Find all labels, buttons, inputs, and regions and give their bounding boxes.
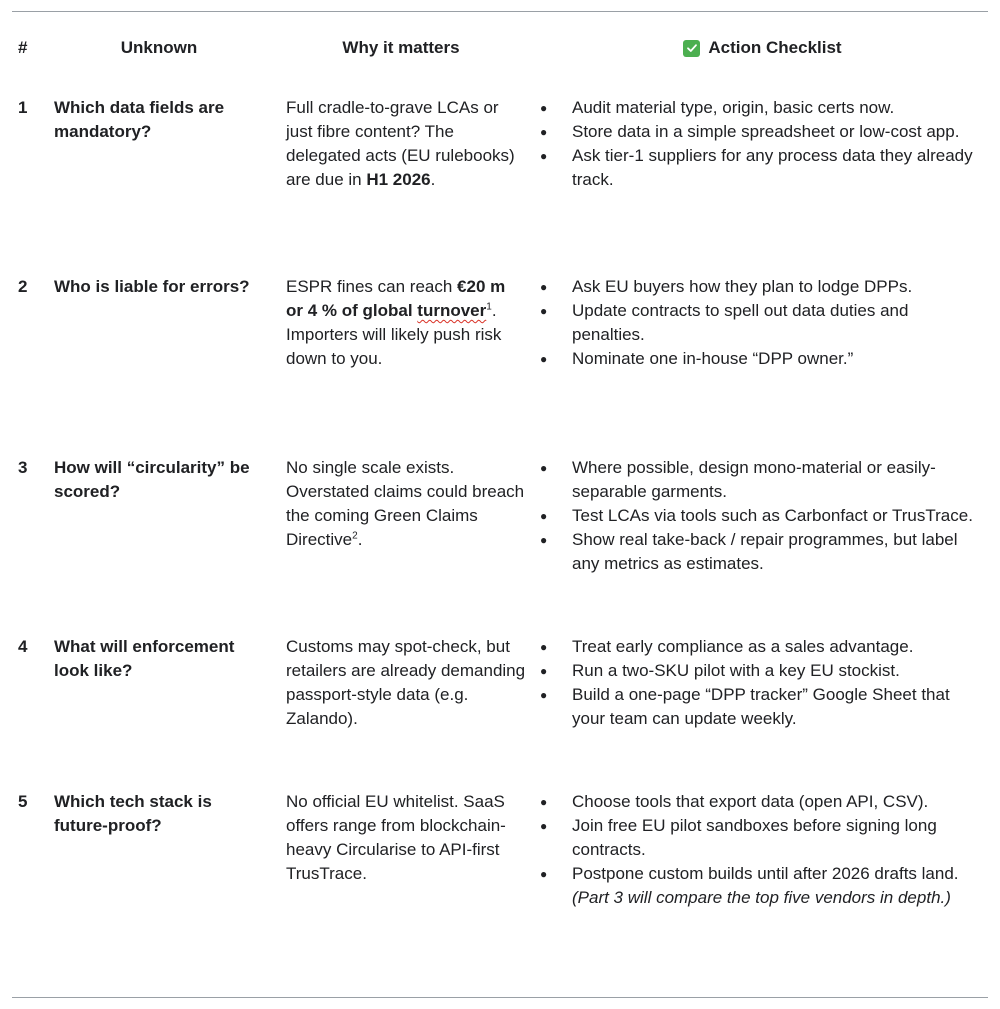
list-item: ● Treat early compliance as a sales advantage. <box>540 635 985 659</box>
list-item: ● Audit material type, origin, basic certs now. <box>540 96 985 120</box>
bottom-divider <box>12 997 988 998</box>
row-why: Full cradle-to-grave LCAs or just fibre content? The delegated acts (EU rulebooks) are due in H1 2026. <box>286 98 515 189</box>
row-why: No official EU whitelist. SaaS offers range from blockchain-heavy Circularise to API-first TrusTrace. <box>286 792 506 883</box>
list-item: ● Ask EU buyers how they plan to lodge DPPs. <box>540 275 985 299</box>
header-number: # <box>18 38 28 57</box>
row-unknown: Which data fields are mandatory? <box>54 98 225 141</box>
row-number: 2 <box>18 277 28 296</box>
row-actions <box>540 275 985 371</box>
row-why: No single scale exists. Overstated claims could breach the coming Green Claims Directive$^2$. <box>286 458 525 549</box>
row-unknown: Which tech stack is future-proof? <box>54 792 212 835</box>
header-action-label: Action Checklist <box>708 38 842 57</box>
check-box-icon <box>683 40 700 57</box>
list-item: ● Choose tools that export data (open API, CSV). <box>540 790 985 814</box>
list-item: ● Postpone custom builds until after 2026 drafts land. (Part 3 will compare the top five vendors in depth.) <box>540 862 985 910</box>
header-unknown: Unknown <box>120 38 198 57</box>
header-action-checklist <box>540 36 985 60</box>
list-item: ● Build a one-page “DPP tracker” Google Sheet that your team can update weekly. <box>540 683 985 731</box>
list-item: ● Ask tier-1 suppliers for any process data they already track. <box>540 144 985 192</box>
list-item: ● Store data in a simple spreadsheet or low-cost app. <box>540 120 985 144</box>
row-actions <box>540 456 985 576</box>
row-number: 5 <box>18 792 28 811</box>
list-item: ● Join free EU pilot sandboxes before signing long contracts. <box>540 814 985 862</box>
row-unknown: How will “circularity” be scored? <box>54 458 250 501</box>
row-unknown: What will enforcement look like? <box>54 637 235 680</box>
list-item: ● Run a two-SKU pilot with a key EU stockist. <box>540 659 985 683</box>
row-why: Customs may spot-check, but retailers are already demanding passport-style data (e.g. Zalando). <box>286 637 526 728</box>
list-item: ● Show real take-back / repair programmes, but label any metrics as estimates. <box>540 528 985 576</box>
header-why-it-matters: Why it matters <box>342 38 460 57</box>
row-number: 1 <box>18 98 28 117</box>
row-why: ESPR fines can reach €20 m or 4 % of global turnover$^1$. Importers will likely push risk down to you. <box>286 277 506 368</box>
list-item: ● Test LCAs via tools such as Carbonfact or TrusTrace. <box>540 504 985 528</box>
row-number: 3 <box>18 458 28 477</box>
list-item: ● Where possible, design mono-material or easily-separable garments. <box>540 456 985 504</box>
row-actions <box>540 635 985 731</box>
list-item: ● Nominate one in-house “DPP owner.” <box>540 347 985 371</box>
row-unknown: Who is liable for errors? <box>54 277 250 296</box>
row-number: 4 <box>18 637 28 656</box>
list-item: ● Update contracts to spell out data duties and penalties. <box>540 299 985 347</box>
row-actions <box>540 96 985 192</box>
top-divider <box>12 11 988 12</box>
row-actions <box>540 790 985 910</box>
action-note: (Part 3 will compare the top five vendors in depth.) <box>572 888 951 907</box>
